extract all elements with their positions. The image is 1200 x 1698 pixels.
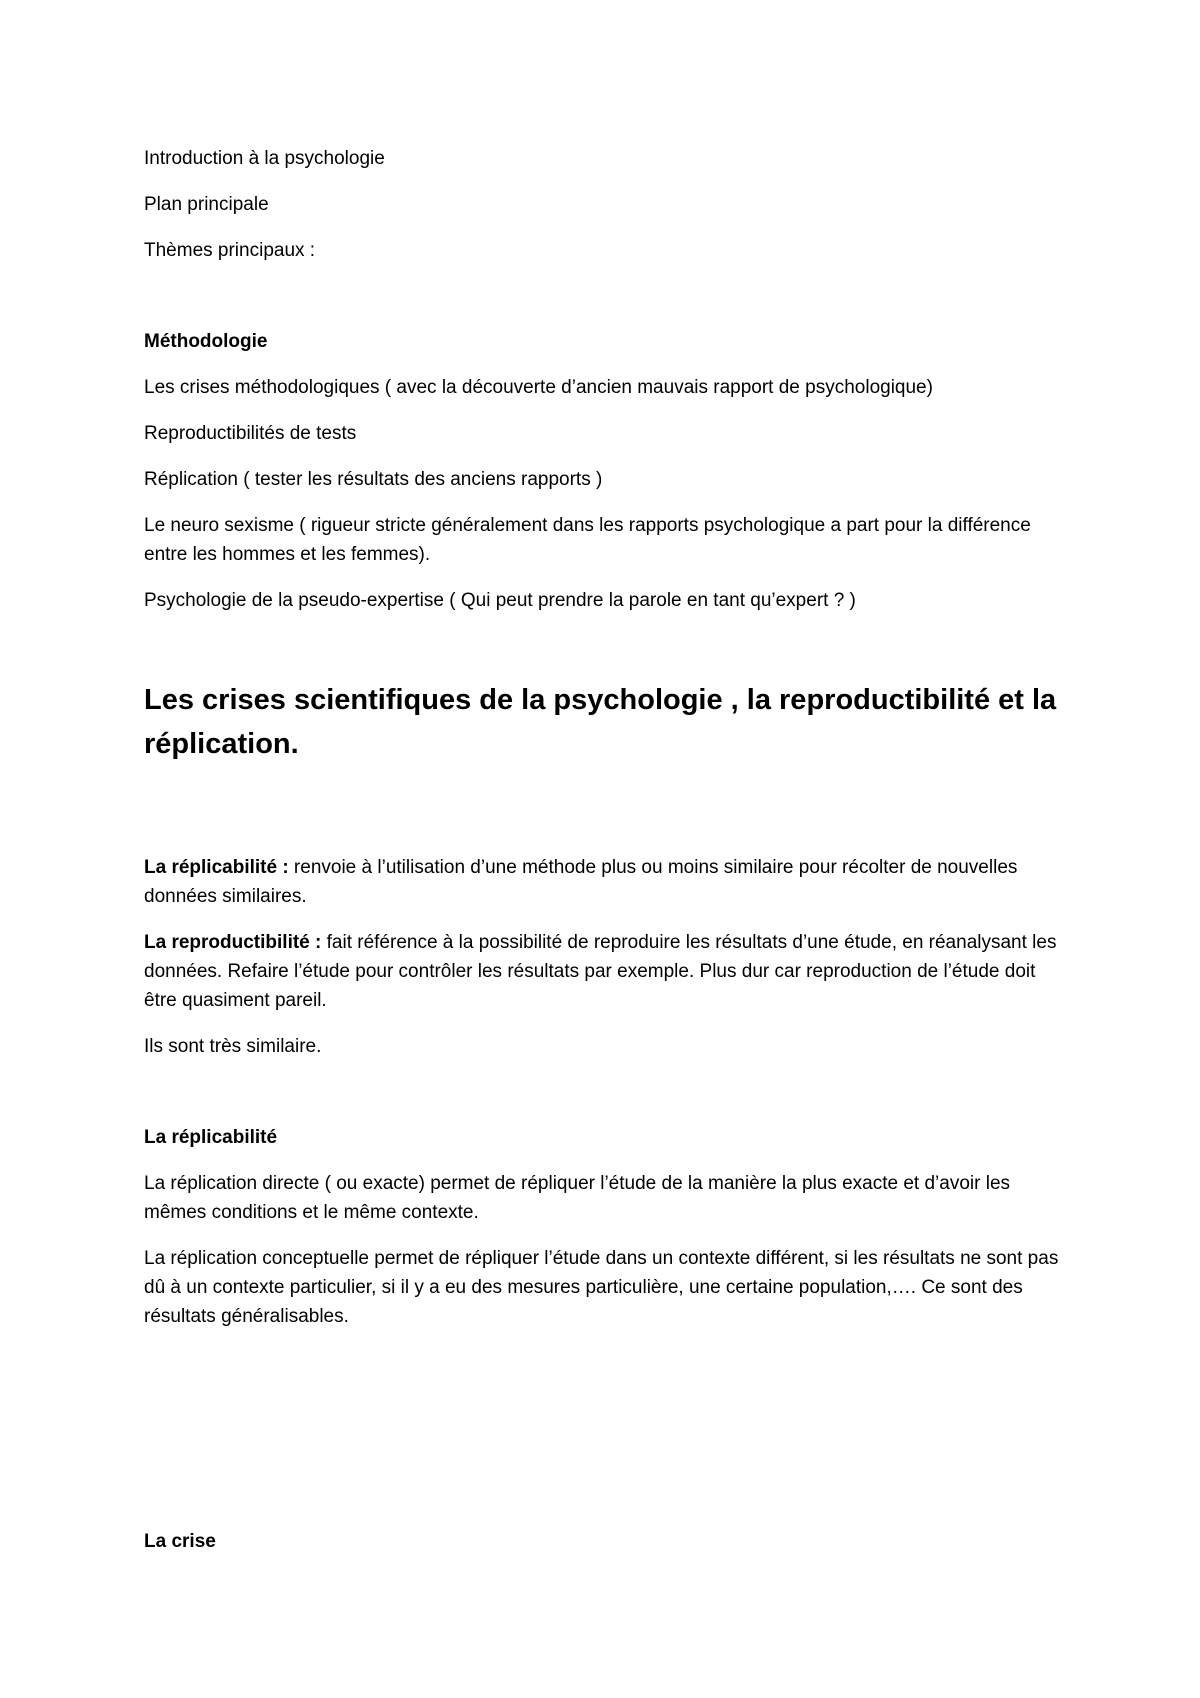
theme-item: Réplication ( tester les résultats des anciens rapports ) bbox=[144, 469, 603, 490]
theme-item: Les crises méthodologiques ( avec la découverte d’ancien mauvais rapport de psychologique) bbox=[144, 377, 933, 398]
methodologie-heading: Méthodologie bbox=[144, 331, 268, 352]
themes-line: Thèmes principaux : bbox=[144, 240, 316, 261]
plan-line: Plan principale bbox=[144, 194, 269, 215]
replication-conceptuelle-paragraph: La réplication conceptuelle permet de répliquer l’étude dans un contexte différent, si les résultats ne sont pas dû à un contexte particulier, si il y a eu des mesures particulière, une certaine population,…. Ce sont des résultats généralisables. bbox=[144, 1248, 1059, 1327]
theme-item: Psychologie de la pseudo-expertise ( Qui peut prendre la parole en tant qu’expert ? ) bbox=[144, 590, 856, 611]
replication-directe-paragraph: La réplication directe ( ou exacte) permet de répliquer l’étude de la manière la plus exacte et d’avoir les mêmes conditions et le même contexte. bbox=[144, 1173, 1011, 1223]
crise-heading: La crise bbox=[144, 1531, 216, 1552]
definition-term: La réplicabilité : bbox=[144, 857, 289, 878]
replicabilite-heading: La réplicabilité bbox=[144, 1127, 278, 1148]
definition-reproductibilite bbox=[144, 928, 1064, 1015]
definition-text: fait référence à la possibilité de reproduire les résultats d’une étude, en réanalysant les données. Refaire l’étude pour contrôler les résultats par exemple. Plus dur car reproduction de l’étude doit être quasiment pareil. bbox=[144, 932, 1057, 1011]
intro-title: Introduction à la psychologie bbox=[144, 148, 385, 169]
theme-item: Reproductibilités de tests bbox=[144, 423, 357, 444]
definition-text: renvoie à l’utilisation d’une méthode plus ou moins similaire pour récolter de nouvelles données similaires. bbox=[144, 857, 1018, 907]
definition-term: La reproductibilité : bbox=[144, 932, 322, 953]
section-title: Les crises scientifiques de la psychologie , la reproductibilité et la réplication. bbox=[144, 684, 1057, 760]
theme-item: Le neuro sexisme ( rigueur stricte généralement dans les rapports psychologique a part pour la différence entre les hommes et les femmes). bbox=[144, 515, 1031, 565]
similar-note: Ils sont très similaire. bbox=[144, 1036, 322, 1057]
definition-replicabilite bbox=[144, 853, 1064, 911]
